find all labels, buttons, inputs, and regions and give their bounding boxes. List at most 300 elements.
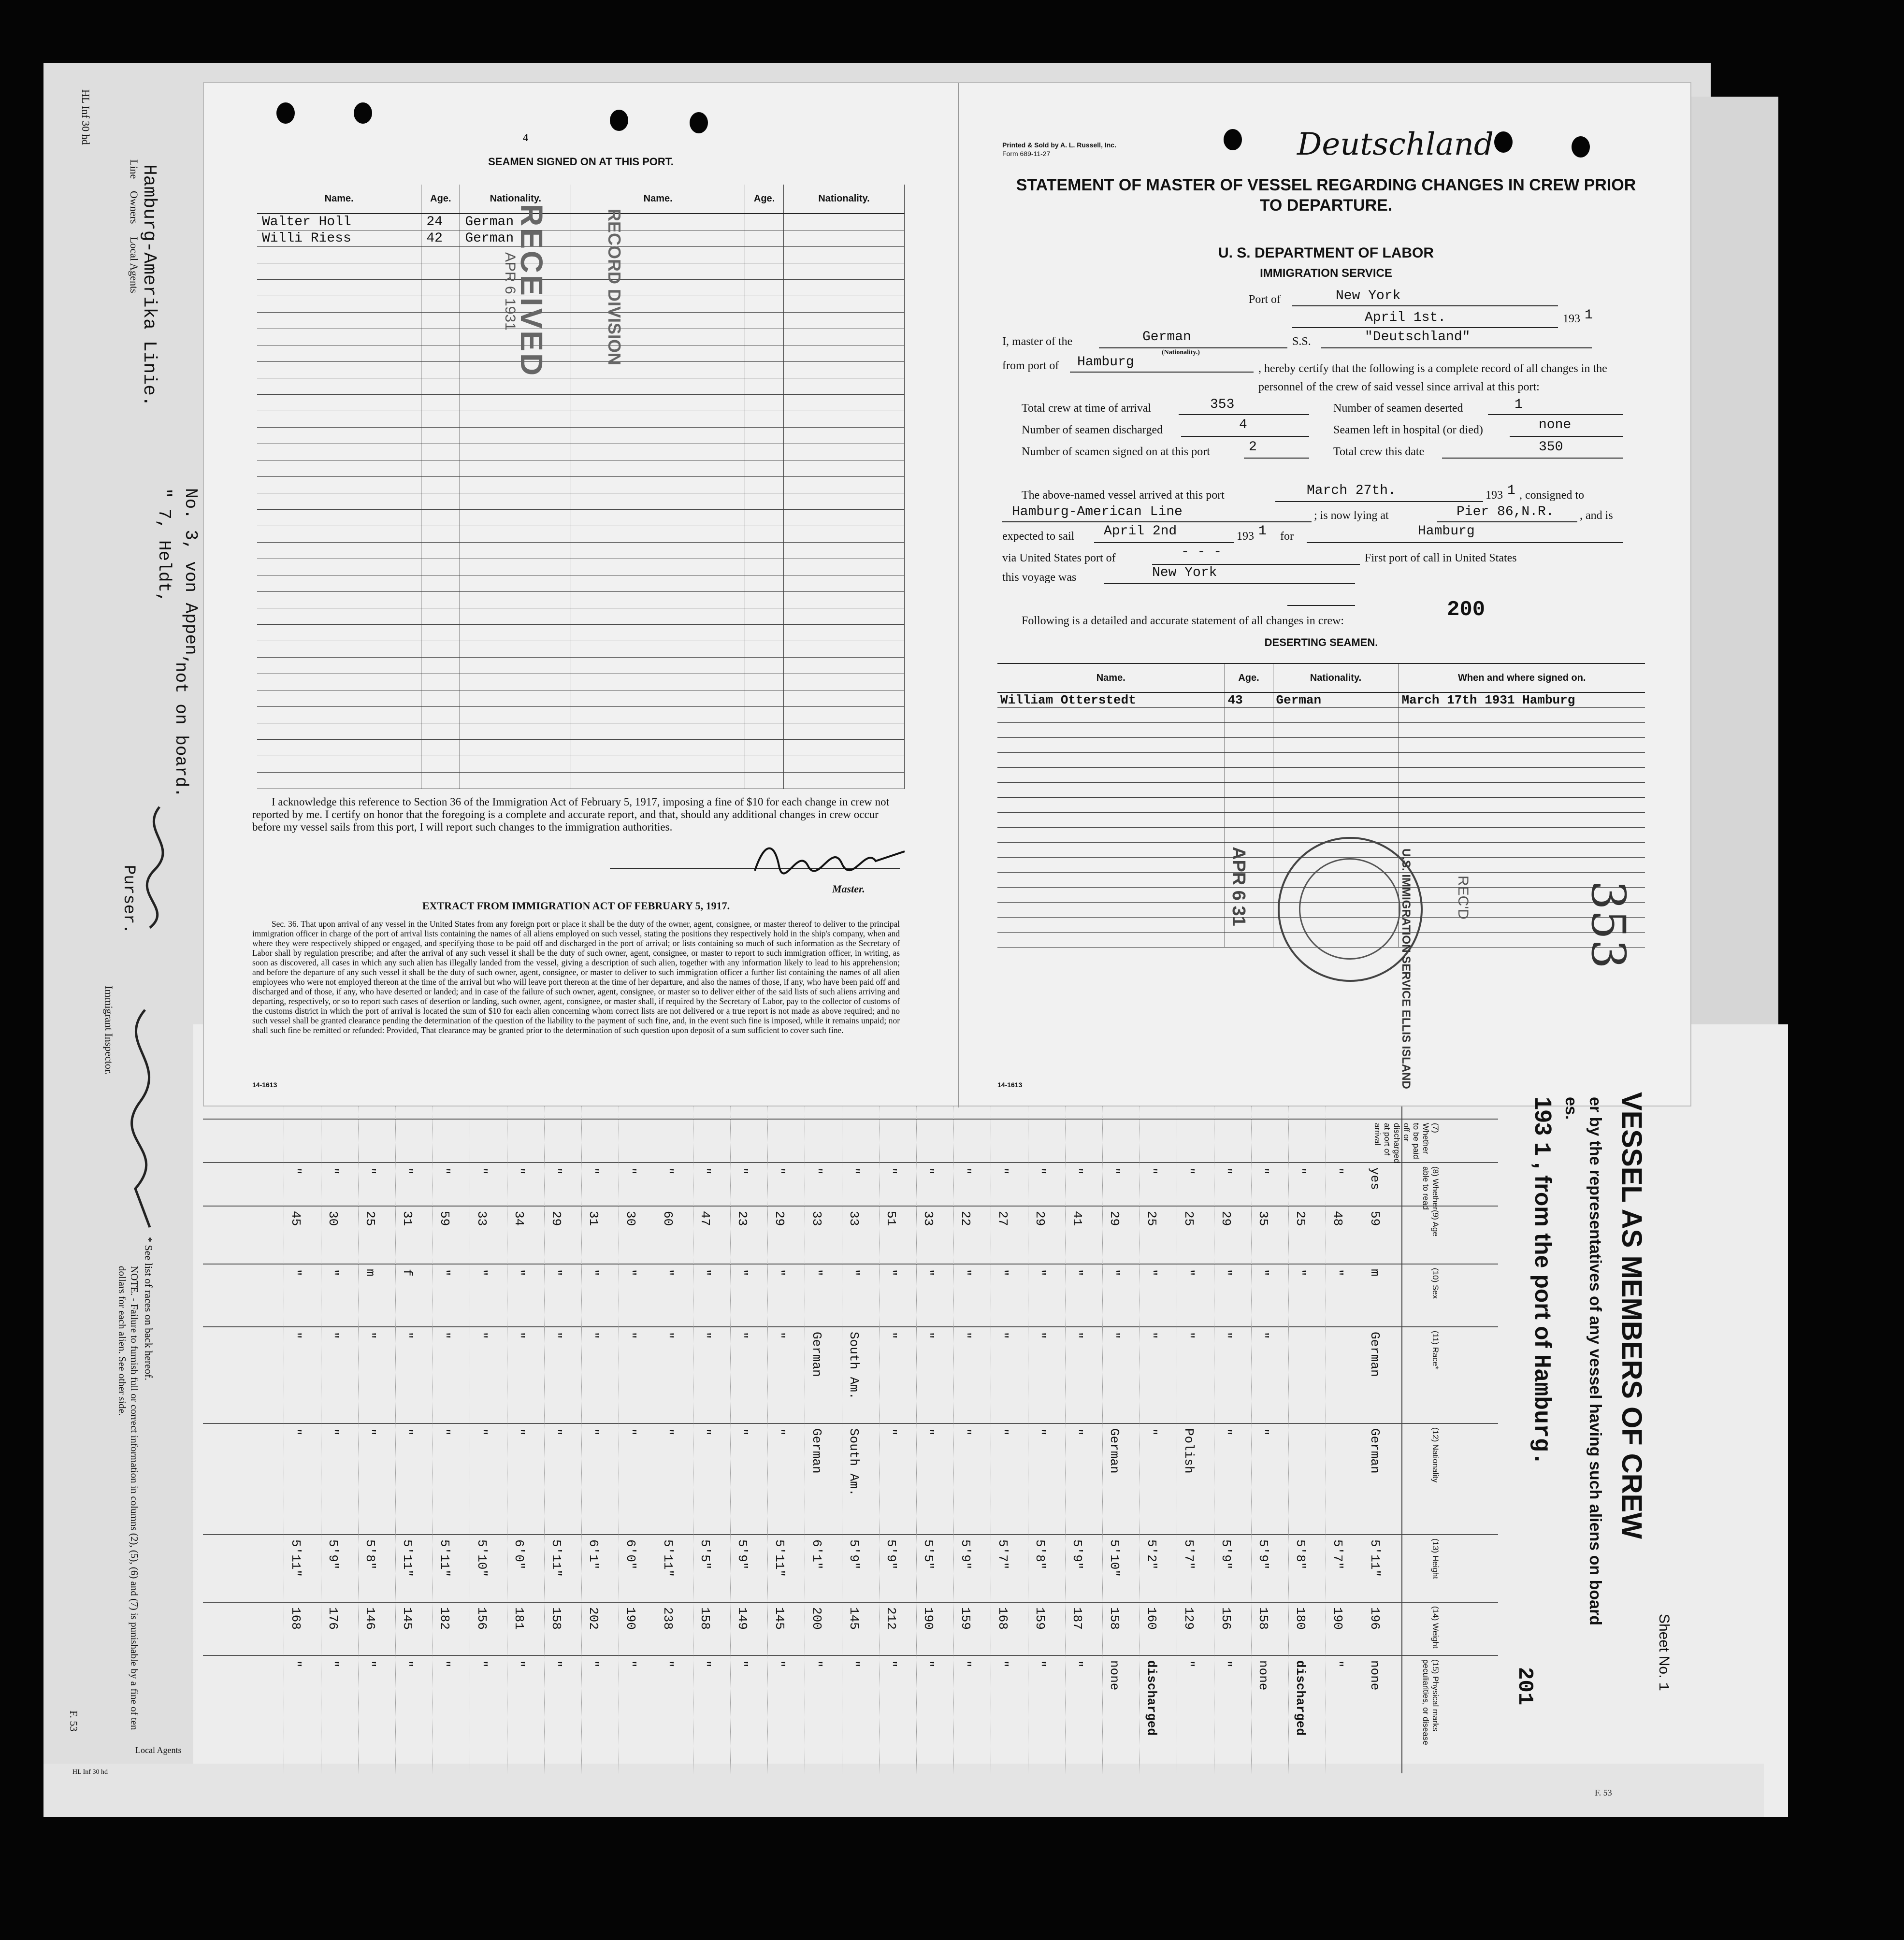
- master-label: Master.: [832, 883, 865, 895]
- manifest-height: 5'11": [661, 1539, 675, 1578]
- manifest-row-divider: [203, 1423, 1498, 1424]
- manifest-age: 34: [512, 1211, 526, 1226]
- extract-body: Sec. 36. That upon arrival of any vessel in the United States from any foreign port or place it shall be the duty of the owner, agent, consignee, or master thereof to deliver to the principal immigration officer in charge of the port of arrival lists containing the names of all aliens employed on such vessel, stating the positions they respectively hold in the ship's company, when and where they were respectively shipped or engaged, and specifying those to be paid off and discharged in the port of arrival; or lists containing so much of such information as the Secretary of Labor shall by regulation prescribe; and after the arrival of any such vessel it shall be the duty of such owner, agent, consignee, or master to report to such immigration officer, in writing, as soon as discovered, all cases in which any such alien has illegally landed from the vessel, giving a description of such alien, together with any information likely to lead to his apprehension; and before the departure of any such vessel it shall be the duty of such owner, agent, consignee, or master to deliver to such immigration officer a further list containing the names of all alien employees who were not employed thereon at the time of the arrival but who will leave port thereon at the time of her departure, and also the names of those, if any, who have been paid off and discharged and of those, if any, who have deserted or landed; and in case of the failure of such owner, agent, consignee, or master so to deliver either of the said lists of such aliens arriving and departing, respectively, or so to report such cases of desertion or landing, such owner, agent, consignee, or master shall, if required by the Secretary of Labor, pay to the collector of customs of the customs district in which the port of arrival is located the sum of $10 for each alien concerning whom correct lists are not delivered or a true report is not made as above required; and no such vessel shall be granted clearance pending the determination of the question of the liability to the payment of such fine, and, in the event such fine is imposed, while it remains unpaid; nor shall such fine be remitted or refunded: Provided, That clearance may be granted prior to the determination of such question upon deposit of a sum sufficient to cover such fine.: [252, 919, 900, 1035]
- manifest-height: 5'7": [1182, 1539, 1196, 1570]
- manifest-race: German: [809, 1332, 824, 1377]
- date-stamp: APR 6 31: [1228, 847, 1249, 926]
- left-page: [204, 83, 958, 1107]
- voyage-line: [1287, 605, 1355, 606]
- margin-owners-label: Owners: [128, 191, 140, 224]
- table-row: [257, 723, 905, 739]
- table-row: [997, 768, 1645, 783]
- arrived-label: The above-named vessel arrived at this port: [1022, 489, 1225, 502]
- manifest-nationality: ": [958, 1428, 973, 1436]
- manifest-sex: ": [921, 1269, 936, 1277]
- table-row: [997, 798, 1645, 813]
- manifest-age: 31: [586, 1211, 601, 1226]
- manifest-read: ": [400, 1167, 415, 1175]
- form-number: 14-1613: [997, 1081, 1023, 1089]
- manifest-marks: ": [809, 1660, 824, 1668]
- manifest-nationality: ": [400, 1428, 415, 1436]
- manifest-nationality: ": [661, 1428, 675, 1436]
- manifest-read: ": [772, 1167, 787, 1175]
- manifest-subtitle: er by the representatives of any vessel having such aliens on board: [1586, 1097, 1604, 1626]
- manifest-age: 33: [847, 1211, 861, 1226]
- manifest-sex: ": [475, 1269, 489, 1277]
- col-header: Age.: [745, 185, 784, 214]
- manifest-nationality: ": [884, 1428, 898, 1436]
- manifest-nationality: German: [1368, 1428, 1382, 1474]
- crew-manifest: [203, 1107, 1498, 1773]
- manifest-race: ": [1144, 1332, 1159, 1339]
- manifest-height: 5'8": [363, 1539, 377, 1570]
- manifest-weight: 146: [363, 1607, 377, 1630]
- col-header: Age.: [1225, 663, 1273, 692]
- manifest-nationality: ": [698, 1428, 712, 1436]
- manifest-entry-guide: [953, 1107, 954, 1773]
- table-row: [257, 214, 905, 230]
- manifest-read: ": [475, 1167, 489, 1175]
- manifest-age: 25: [363, 1211, 377, 1226]
- manifest-sex: ": [809, 1269, 824, 1277]
- date-line: [1292, 327, 1558, 328]
- manifest-header-divider: [1401, 1107, 1402, 1773]
- table-row: [257, 674, 905, 690]
- deserted-count: 1: [1515, 397, 1523, 412]
- manifest-weight: 158: [1107, 1607, 1122, 1630]
- manifest-marks: ": [400, 1660, 415, 1668]
- table-row: [257, 739, 905, 756]
- certify-text: , hereby certify that the following is a complete record of all changes in the personnel of the crew of said vessel since arrival at this port:: [1258, 362, 1607, 393]
- manifest-marks: ": [623, 1660, 638, 1668]
- manifest-weight: 182: [437, 1607, 452, 1630]
- manifest-marks: discharged: [1144, 1660, 1159, 1736]
- manifest-weight: 168: [995, 1607, 1010, 1630]
- manifest-read: ": [1293, 1167, 1308, 1175]
- col-header: Name.: [257, 185, 421, 214]
- manifest-race: ": [1182, 1332, 1196, 1339]
- manifest-age: 25: [1144, 1211, 1159, 1226]
- seaman-age: 42: [421, 230, 460, 246]
- manifest-race: ": [1070, 1332, 1084, 1339]
- manifest-marks: ": [661, 1660, 675, 1668]
- signed-on-label: Number of seamen signed on at this port: [1022, 445, 1210, 458]
- table-row: [257, 641, 905, 657]
- table-row: [997, 813, 1645, 828]
- signed-on-count: 2: [1249, 440, 1257, 455]
- sail-date: April 2nd: [1104, 524, 1177, 539]
- manifest-race: ": [921, 1332, 936, 1339]
- manifest-read: ": [512, 1167, 526, 1175]
- manifest-read: ": [1330, 1167, 1345, 1175]
- table-row: [257, 296, 905, 312]
- manifest-port-line: [1528, 1097, 1556, 1466]
- manifest-weight: 158: [698, 1607, 712, 1630]
- margin-officers-1: No. 3, von Appen,: [181, 488, 201, 666]
- manifest-age: 29: [1033, 1211, 1047, 1226]
- sail-year: 193: [1237, 530, 1254, 543]
- manifest-row-divider: [203, 1264, 1498, 1265]
- manifest-weight: 200: [809, 1607, 824, 1630]
- margin-purser: Purser.: [119, 865, 138, 934]
- count-line: [1179, 414, 1309, 415]
- table-row: [257, 542, 905, 559]
- seaman-name: Walter Holl: [257, 214, 421, 230]
- manifest-height: 5'11": [772, 1539, 787, 1578]
- table-row: [257, 460, 905, 476]
- port-line-year: 1: [1528, 1142, 1554, 1156]
- table-row: [257, 312, 905, 329]
- manifest-sex: f: [400, 1269, 415, 1277]
- vessel-nationality: German: [1142, 330, 1191, 345]
- sheet-label: [1655, 1614, 1672, 1691]
- manifest-weight: 158: [549, 1607, 563, 1630]
- manifest-height: 5'11": [288, 1539, 303, 1578]
- deserting-title: DESERTING SEAMEN.: [1264, 636, 1378, 648]
- col-header: Nationality.: [1273, 663, 1399, 692]
- manifest-sex: m: [1368, 1269, 1382, 1277]
- manifest-nationality: ": [363, 1428, 377, 1436]
- col-header: Age.: [421, 185, 460, 214]
- port-of-value: New York: [1336, 288, 1401, 303]
- manifest-race: ": [995, 1332, 1010, 1339]
- margin-form-f53: F. 53: [68, 1710, 80, 1732]
- manifest-nationality: ": [1256, 1428, 1270, 1436]
- via-line: [1152, 564, 1360, 565]
- manifest-entry-guide: [395, 1107, 396, 1773]
- manifest-row-divider: [203, 1655, 1498, 1656]
- manifest-age: 51: [884, 1211, 898, 1226]
- table-row: [997, 723, 1645, 738]
- manifest-marks: ": [698, 1660, 712, 1668]
- manifest-sex: ": [958, 1269, 973, 1277]
- signed-on-table: [257, 185, 905, 789]
- manifest-weight: 238: [661, 1607, 675, 1630]
- col-header: Nationality.: [784, 185, 905, 214]
- master-of-label: I, master of the: [1002, 335, 1073, 348]
- manifest-race: ": [437, 1332, 452, 1339]
- inspector-signature: [111, 1005, 179, 1237]
- manifest-age: 48: [1330, 1211, 1345, 1226]
- manifest-nationality: Polish: [1182, 1428, 1196, 1474]
- manifest-race: South Am.: [847, 1332, 861, 1400]
- manifest-age: 30: [326, 1211, 340, 1226]
- manifest-marks: ": [288, 1660, 303, 1668]
- col-header: Name.: [997, 663, 1225, 692]
- bottom-local-agents: Local Agents: [135, 1745, 182, 1755]
- manifest-column-header: (9) Age: [1431, 1210, 1440, 1236]
- hospital-label: Seamen left in hospital (or died): [1333, 424, 1483, 436]
- deserted-label: Number of seamen deserted: [1333, 402, 1463, 415]
- manifest-marks: none: [1107, 1660, 1122, 1691]
- manifest-race: German: [1368, 1332, 1382, 1377]
- seaman-age: 24: [421, 214, 460, 230]
- manifest-sex: ": [1256, 1269, 1270, 1277]
- expected-label: expected to sail: [1002, 530, 1075, 543]
- total-crew-arrival-label: Total crew at time of arrival: [1022, 402, 1152, 415]
- manifest-read: ": [1182, 1167, 1196, 1175]
- manifest-height: 5'9": [326, 1539, 340, 1570]
- ship-name: "Deutschland": [1365, 330, 1471, 345]
- arrived-year-suffix: 1: [1507, 483, 1515, 498]
- total-this-date-label: Total crew this date: [1333, 445, 1425, 458]
- manifest-race: ": [772, 1332, 787, 1339]
- manifest-marks: ": [1070, 1660, 1084, 1668]
- manifest-height: 5'8": [1293, 1539, 1308, 1570]
- margin-not-on-board: not on board.: [171, 662, 191, 798]
- table-row: [257, 411, 905, 427]
- manifest-sex: ": [1330, 1269, 1345, 1277]
- manifest-weight: 187: [1070, 1607, 1084, 1630]
- table-row: [997, 783, 1645, 798]
- table-row: [257, 526, 905, 542]
- manifest-sex: ": [288, 1269, 303, 1277]
- manifest-race: ": [1256, 1332, 1270, 1339]
- manifest-height: 6'1": [809, 1539, 824, 1570]
- manifest-read: ": [995, 1167, 1010, 1175]
- sheet-label-text: Sheet No.: [1656, 1614, 1672, 1679]
- manifest-age: 29: [772, 1211, 787, 1226]
- manifest-sex: ": [995, 1269, 1010, 1277]
- manifest-nationality: ": [326, 1428, 340, 1436]
- manifest-marks: ": [326, 1660, 340, 1668]
- table-row: [257, 444, 905, 460]
- table-row: [257, 657, 905, 674]
- manifest-row-divider: [203, 1534, 1498, 1535]
- extract-title: EXTRACT FROM IMMIGRATION ACT OF FEBRUARY 5, 1917.: [422, 900, 730, 912]
- manifest-nationality: ": [735, 1428, 750, 1436]
- table-row: [257, 591, 905, 608]
- manifest-read: ": [623, 1167, 638, 1175]
- manifest-row-divider: [203, 1162, 1498, 1163]
- manifest-read: ": [549, 1167, 563, 1175]
- manifest-age: 59: [437, 1211, 452, 1226]
- manifest-row-divider: [203, 1602, 1498, 1603]
- manifest-height: 5'9": [884, 1539, 898, 1570]
- manifest-height: 6'0": [512, 1539, 526, 1570]
- received-stamp-date: APR 6 1931: [502, 252, 518, 331]
- manifest-read: ": [1033, 1167, 1047, 1175]
- margin-line-value: Hamburg-Amerika Linie.: [139, 164, 159, 407]
- table-row: [257, 263, 905, 279]
- acknowledgement-text: I acknowledge this reference to Section 36 of the Immigration Act of February 5, 1917, imposing a fine of $10 for each change in crew not reported by me. I certify on honor that the foregoing is a complete and accurate report, and that, should any additional changes in crew occur before my vessel sails from this port, I will report such changes to the immigration authorities.: [252, 796, 890, 833]
- manifest-marks: ": [958, 1660, 973, 1668]
- from-port-label: from port of: [1002, 359, 1059, 372]
- manifest-sex: ": [1144, 1269, 1159, 1277]
- handwritten-ship-name: Deutschland: [1297, 127, 1494, 162]
- handwritten-353: 353: [1581, 880, 1635, 969]
- manifest-sex: ": [549, 1269, 563, 1277]
- manifest-height: 5'5": [921, 1539, 936, 1570]
- department-title: U. S. DEPARTMENT OF LABOR: [1218, 245, 1434, 261]
- manifest-row-divider: [203, 1119, 1498, 1120]
- manifest-subtitle-2: es.: [1562, 1097, 1580, 1120]
- manifest-marks: ": [921, 1660, 936, 1668]
- table-row: [257, 772, 905, 789]
- manifest-race: ": [549, 1332, 563, 1339]
- manifest-read: ": [363, 1167, 377, 1175]
- page-number: 4: [523, 131, 528, 144]
- first-port-label: First port of call in United States: [1365, 552, 1517, 564]
- manifest-read: ": [326, 1167, 340, 1175]
- manifest-race: ": [884, 1332, 898, 1339]
- manifest-nationality: ": [1033, 1428, 1047, 1436]
- manifest-race: ": [735, 1332, 750, 1339]
- manifest-column-header: (11) Race*: [1431, 1331, 1440, 1369]
- margin-form-code: HL Inf 30 hd: [80, 89, 92, 145]
- arrived-date: March 27th.: [1307, 483, 1396, 498]
- for-label: for: [1280, 530, 1294, 543]
- consignee: Hamburg-American Line: [1012, 504, 1183, 519]
- manifest-entry-guide: [358, 1107, 359, 1773]
- manifest-age: 60: [661, 1211, 675, 1226]
- table-row: [257, 378, 905, 394]
- manifest-weight: 190: [921, 1607, 936, 1630]
- port-of-label: Port of: [1249, 293, 1281, 306]
- manifest-marks: ": [1330, 1660, 1345, 1668]
- first-port: New York: [1152, 565, 1217, 580]
- table-row: [257, 608, 905, 624]
- deserter-signed-on: March 17th 1931 Hamburg: [1399, 692, 1645, 708]
- total-this-date: 350: [1539, 440, 1563, 455]
- manifest-nationality: ": [995, 1428, 1010, 1436]
- manifest-height: 5'9": [847, 1539, 861, 1570]
- manifest-height: 5'9": [1070, 1539, 1084, 1570]
- manifest-weight: 202: [586, 1607, 601, 1630]
- manifest-entry-guide: [581, 1107, 582, 1773]
- deserter-age: 43: [1225, 692, 1273, 708]
- manifest-weight: 159: [958, 1607, 973, 1630]
- via-value: - - -: [1181, 545, 1222, 560]
- manifest-weight: 149: [735, 1607, 750, 1630]
- table-row: [257, 493, 905, 509]
- manifest-weight: 168: [288, 1607, 303, 1630]
- record-division-stamp: RECORD DIVISION: [605, 209, 624, 366]
- following-label: Following is a detailed and accurate statement of all changes in crew:: [1022, 615, 1344, 627]
- nationality-caption: (Nationality.): [1162, 349, 1200, 356]
- seaman-name: Willi Riess: [257, 230, 421, 246]
- port-of-line: [1292, 305, 1558, 306]
- manifest-title: VESSEL AS MEMBERS OF CREW: [1616, 1092, 1647, 1539]
- voyage-line: [1104, 583, 1355, 584]
- manifest-sex: ": [326, 1269, 340, 1277]
- manifest-height: 5'7": [995, 1539, 1010, 1570]
- manifest-race: ": [958, 1332, 973, 1339]
- manifest-nationality: ": [586, 1428, 601, 1436]
- manifest-race: ": [1033, 1332, 1047, 1339]
- manifest-nationality: ": [437, 1428, 452, 1436]
- manifest-weight: 156: [1219, 1607, 1233, 1630]
- manifest-row-divider: [203, 1326, 1498, 1327]
- manifest-column-header: (8) Whether able to read: [1421, 1166, 1440, 1210]
- ss-label: S.S.: [1292, 335, 1311, 348]
- manifest-read: ": [735, 1167, 750, 1175]
- destination-line: [1307, 542, 1623, 543]
- lying-label: ; is now lying at: [1314, 509, 1389, 522]
- manifest-read: ": [288, 1167, 303, 1175]
- manifest-height: 5'11": [1368, 1539, 1382, 1578]
- manifest-age: 27: [995, 1211, 1010, 1226]
- manifest-sex: ": [698, 1269, 712, 1277]
- manifest-age: 25: [1182, 1211, 1196, 1226]
- manifest-age: 22: [958, 1211, 973, 1226]
- signed-on-title: SEAMEN SIGNED ON AT THIS PORT.: [488, 156, 674, 168]
- manifest-height: 6'1": [586, 1539, 601, 1570]
- manifest-weight: 156: [475, 1607, 489, 1630]
- page-total: 200: [1447, 598, 1486, 622]
- margin-line-label: Line: [128, 159, 140, 179]
- count-line: [1181, 436, 1309, 437]
- manifest-sex: ": [884, 1269, 898, 1277]
- margin-immigrant-inspector: Immigrant Inspector.: [103, 986, 115, 1075]
- manifest-race: ": [1107, 1332, 1122, 1339]
- table-row: [257, 329, 905, 345]
- immigration-round-stamp: [1278, 837, 1423, 1089]
- arrived-year: 193: [1486, 489, 1503, 502]
- master-signature: [750, 837, 909, 880]
- manifest-race: ": [698, 1332, 712, 1339]
- manifest-age: 33: [921, 1211, 936, 1226]
- manifest-age: 30: [623, 1211, 638, 1226]
- nationality-line: [1099, 347, 1287, 348]
- manifest-column-header: (15) Physical marks peculiarities, or disease: [1421, 1659, 1440, 1745]
- manifest-height: 5'5": [698, 1539, 712, 1570]
- manifest-marks: ": [772, 1660, 787, 1668]
- manifest-height: 5'11": [437, 1539, 452, 1578]
- manifest-marks: ": [363, 1660, 377, 1668]
- manifest-age: 41: [1070, 1211, 1084, 1226]
- manifest-race: ": [363, 1332, 377, 1339]
- table-row: [997, 738, 1645, 753]
- table-row: [257, 279, 905, 296]
- manifest-sex: ": [623, 1269, 638, 1277]
- manifest-column-header: (13) Height: [1431, 1538, 1440, 1580]
- manifest-nationality: ": [1144, 1428, 1159, 1436]
- table-row: [257, 230, 905, 246]
- sail-year-suffix: 1: [1258, 524, 1267, 539]
- round-stamp-text: U.S. IMMIGRATION SERVICE ELLIS ISLAND: [1399, 848, 1413, 1089]
- col-header: When and where signed on.: [1399, 663, 1645, 692]
- col-header: Nationality.: [460, 185, 571, 214]
- statement-form: [203, 82, 1691, 1107]
- table-row: [997, 753, 1645, 768]
- consignee-line: [1002, 521, 1312, 522]
- manifest-weight: 181: [512, 1607, 526, 1630]
- recd-stamp: REC'D: [1455, 876, 1471, 920]
- manifest-nationality: German: [809, 1428, 824, 1474]
- seaman-nationality: German: [460, 230, 571, 246]
- manifest-read: ": [884, 1167, 898, 1175]
- manifest-height: 5'10": [475, 1539, 489, 1578]
- manifest-read: ": [586, 1167, 601, 1175]
- manifest-sex: ": [1182, 1269, 1196, 1277]
- manifest-sex: ": [1219, 1269, 1233, 1277]
- manifest-race: ": [1219, 1332, 1233, 1339]
- manifest-age: 29: [549, 1211, 563, 1226]
- manifest-marks: ": [549, 1660, 563, 1668]
- manifest-entry-guide: [1288, 1107, 1289, 1773]
- manifest-entry-guide: [1102, 1107, 1103, 1773]
- deserter-name: William Otterstedt: [997, 692, 1225, 708]
- margin-note-races: * See list of races on back hereof.: [143, 1237, 155, 1380]
- manifest-row-divider: [203, 1206, 1498, 1207]
- manifest-nationality: ": [1070, 1428, 1084, 1436]
- manifest-marks: ": [847, 1660, 861, 1668]
- manifest-height: 5'9": [1256, 1539, 1270, 1570]
- manifest-marks: ": [475, 1660, 489, 1668]
- manifest-weight: 159: [1033, 1607, 1047, 1630]
- manifest-read: yes: [1368, 1167, 1382, 1190]
